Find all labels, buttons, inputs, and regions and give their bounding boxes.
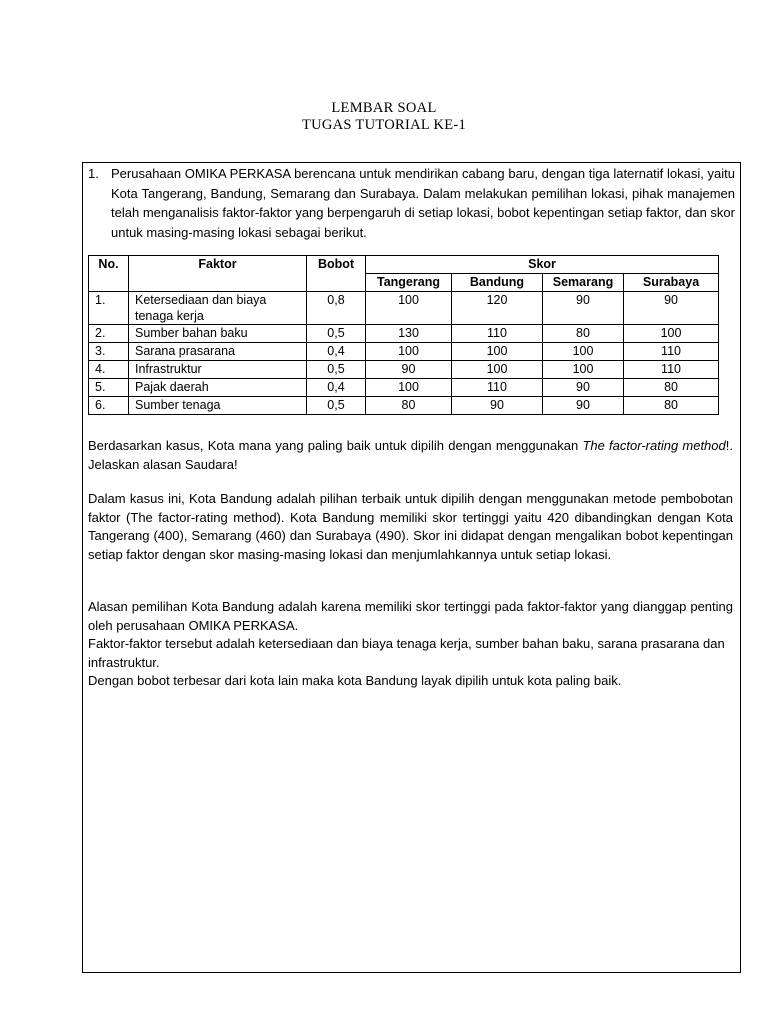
question-number: 1. [88, 166, 99, 181]
table-row [89, 361, 719, 379]
row-faktor: Sumber tenaga [129, 397, 307, 415]
row-score: 130 [366, 325, 452, 343]
row-faktor: Ketersediaan dan biaya tenaga kerja [129, 292, 307, 325]
row-no: 5. [89, 379, 129, 397]
question-prompt [88, 437, 733, 474]
header-city: Surabaya [624, 274, 719, 292]
row-faktor: Sumber bahan baku [129, 325, 307, 343]
row-score: 80 [366, 397, 452, 415]
table-row [89, 379, 719, 397]
reason-line: Faktor-faktor tersebut adalah ketersediaan dan biaya tenaga kerja, sumber bahan baku, sarana prasarana dan infrastruktur. [88, 636, 725, 670]
row-faktor: Pajak daerah [129, 379, 307, 397]
row-score: 110 [452, 379, 543, 397]
row-no: 1. [89, 292, 129, 325]
row-bobot: 0,4 [307, 343, 366, 361]
header-city: Semarang [543, 274, 624, 292]
row-no: 4. [89, 361, 129, 379]
row-score: 90 [543, 379, 624, 397]
sheet-subtitle: TUGAS TUTORIAL KE-1 [301, 117, 467, 133]
table-row [89, 397, 719, 415]
row-score: 90 [543, 397, 624, 415]
row-score: 110 [452, 325, 543, 343]
table-row [89, 343, 719, 361]
row-bobot: 0,8 [307, 292, 366, 325]
row-score: 90 [624, 292, 719, 325]
header-skor: Skor [366, 256, 719, 274]
row-score: 80 [624, 397, 719, 415]
row-score: 80 [624, 379, 719, 397]
row-score: 100 [452, 361, 543, 379]
header-city: Tangerang [366, 274, 452, 292]
row-score: 120 [452, 292, 543, 325]
row-bobot: 0,5 [307, 397, 366, 415]
row-bobot: 0,5 [307, 361, 366, 379]
reason-paragraph [88, 598, 733, 691]
row-faktor: Infrastruktur [129, 361, 307, 379]
sheet-title: LEMBAR SOAL [331, 100, 437, 116]
row-no: 6. [89, 397, 129, 415]
row-score: 100 [452, 343, 543, 361]
row-score: 110 [624, 343, 719, 361]
row-score: 110 [624, 361, 719, 379]
prompt-text: Berdasarkan kasus, Kota mana yang paling baik untuk dipilih dengan menggunakan [88, 438, 583, 453]
table-row [89, 325, 719, 343]
header-faktor: Faktor [129, 256, 307, 292]
table-row [89, 292, 719, 325]
row-no: 2. [89, 325, 129, 343]
reason-line: Dengan bobot terbesar dari kota lain maka kota Bandung layak dipilih untuk kota paling baik. [88, 673, 622, 689]
row-bobot: 0,4 [307, 379, 366, 397]
header-city: Bandung [452, 274, 543, 292]
header-bobot: Bobot [307, 256, 366, 292]
header-no: No. [89, 256, 129, 292]
row-faktor: Sarana prasarana [129, 343, 307, 361]
row-score: 100 [543, 343, 624, 361]
row-score: 100 [366, 292, 452, 325]
row-score: 80 [543, 325, 624, 343]
row-score: 100 [543, 361, 624, 379]
factor-rating-table [88, 255, 719, 415]
reason-line: Alasan pemilihan Kota Bandung adalah karena memiliki skor tertinggi pada faktor-faktor yang dianggap penting oleh perusahaan OMIKA PERKASA. [88, 599, 733, 633]
answer-paragraph: Dalam kasus ini, Kota Bandung adalah pilihan terbaik untuk dipilih dengan menggunakan metode pembobotan faktor (The factor-rating method). Kota Bandung memiliki skor tertinggi yaitu 420 dibandingkan dengan Kota Tangerang (400), Semarang (460) dan Surabaya (490). Skor ini didapat dengan mengalikan bobot kepentingan setiap faktor dengan skor masing-masing lokasi dan menjumlahkannya untuk setiap lokasi. [88, 491, 733, 562]
prompt-method: The factor-rating method [582, 438, 726, 453]
row-score: 100 [366, 379, 452, 397]
row-score: 100 [624, 325, 719, 343]
row-score: 100 [366, 343, 452, 361]
prompt-text-end: !. Jelaskan alasan Saudara! [88, 438, 733, 472]
row-no: 3. [89, 343, 129, 361]
question-text: Perusahaan OMIKA PERKASA berencana untuk mendirikan cabang baru, dengan tiga laternatif lokasi, yaitu Kota Tangerang, Bandung, Semarang dan Surabaya. Dalam melakukan pemilihan lokasi, pihak manajemen telah menganalisis faktor-faktor yang berpengaruh di setiap lokasi, bobot kepentingan setiap faktor, dan skor untuk masing-masing lokasi sebagai berikut. [111, 166, 735, 240]
row-score: 90 [452, 397, 543, 415]
row-score: 90 [366, 361, 452, 379]
row-bobot: 0,5 [307, 325, 366, 343]
row-score: 90 [543, 292, 624, 325]
